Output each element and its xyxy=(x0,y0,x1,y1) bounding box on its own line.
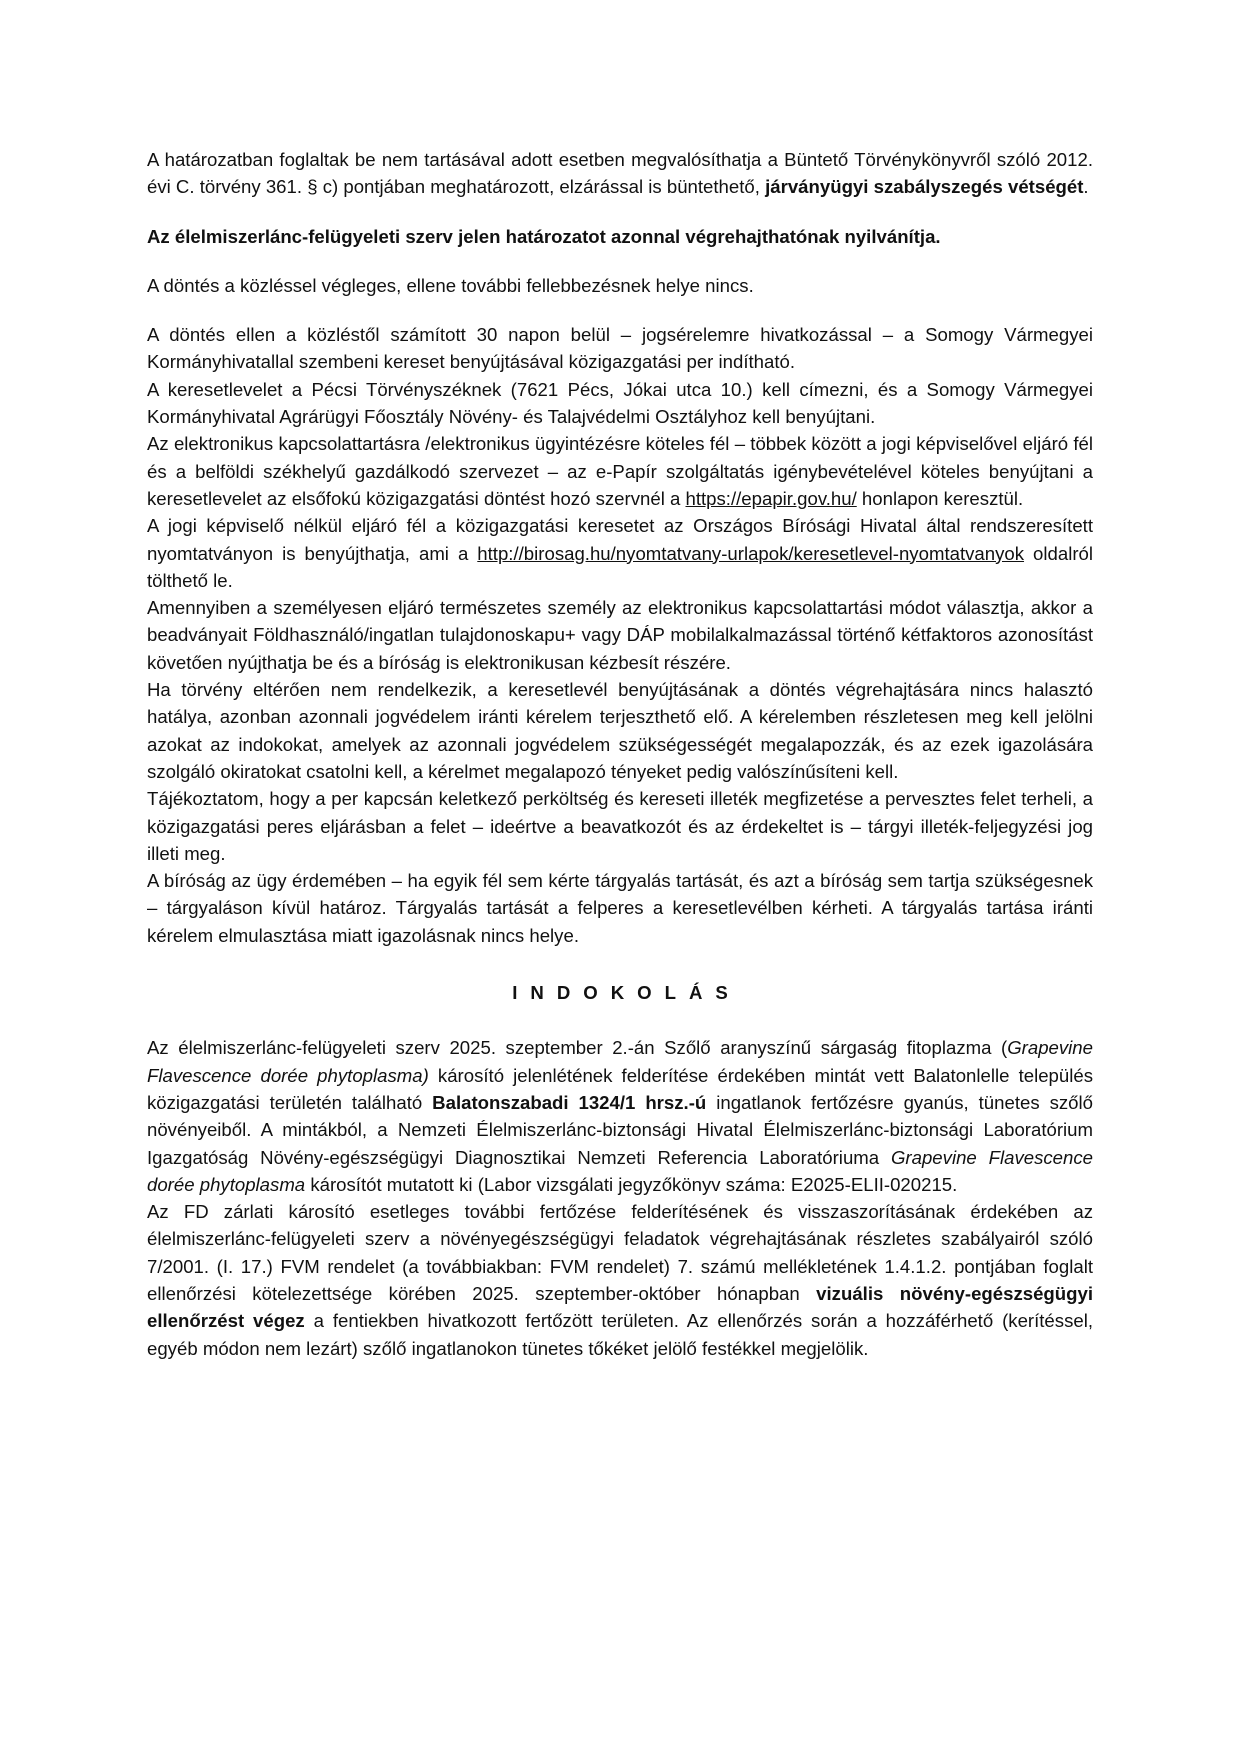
text-run: honlapon keresztül. xyxy=(856,487,1024,509)
bold-text: járványügyi szabályszegés vétségét xyxy=(765,176,1084,198)
text-run: A keresetlevelet a Pécsi Törvényszéknek (7621 Pécs, Jókai utca 10.) kell címezni, és a Somogy Vármegyei Kormányhivatal Agrárügyi Főosztály Növény- és Talajvédelmi Osztályhoz kell benyújtani. xyxy=(147,378,1093,428)
text-run: INDOKOLÁS xyxy=(512,982,741,1004)
paragraph xyxy=(147,321,1093,376)
hyperlink[interactable]: https://epapir.gov.hu/ xyxy=(685,487,857,509)
text-run: A határozatban foglaltak be nem tartásával adott esetben megvalósíthatja a Büntető Törvénykönyvről szóló 2012. évi C. törvény 361. § c) pontjában meghatározott, elzárással is büntethető, xyxy=(147,149,1093,198)
paragraph xyxy=(147,223,1093,250)
italic-text: Grapevine Flavescence dorée phytoplasma) xyxy=(147,1037,1093,1086)
text-run: A döntés ellen a közléstől számított 30 napon belül – jogsérelemre hivatkozással – a Somogy Vármegyei Kormányhivatallal szembeni kereset benyújtásával közigazgatási per indítható. xyxy=(147,324,1093,373)
text-run: A jogi képviselő nélkül eljáró fél a közigazgatási keresetet az Országos Bírósági Hivatal által rendszeresített nyomtatványon is benyújthatja, ami a xyxy=(147,515,1093,564)
paragraph xyxy=(147,594,1093,676)
hyperlink[interactable]: http://birosag.hu/nyomtatvany-urlapok/keresetlevel-nyomtatvanyok xyxy=(477,542,1025,564)
paragraph xyxy=(147,430,1093,512)
paragraph xyxy=(147,1198,1093,1362)
text-run: a fentiekben hivatkozott fertőzött területen. Az ellenőrzés során a hozzáférhető (kerítéssel, egyéb módon nem lezárt) szőlő ingatlanokon tünetes tőkéket jelölő festékkel megjelölik. xyxy=(147,1310,1094,1359)
paragraph xyxy=(147,376,1093,431)
text-run: . xyxy=(1083,176,1089,198)
text-run: Az élelmiszerlánc-felügyeleti szerv 2025. szeptember 2.-án Szőlő aranyszínű sárgaság fitoplazma ( xyxy=(147,1037,1008,1059)
text-run: ingatlanok fertőzésre gyanús, tünetes szőlő növényeiből. A mintákból, a Nemzeti Élelmiszerlánc-biztonsági Hivatal Élelmiszerlánc-biztonsági Laboratórium Igazgatóság Növény-egészségügyi Diagnosztikai Nemzeti Referencia Laboratóriuma xyxy=(147,1091,1093,1168)
italic-text: Grapevine Flavescence dorée phytoplasma xyxy=(147,1146,1093,1195)
document-body xyxy=(147,146,1093,1362)
document-page xyxy=(147,146,1093,1362)
paragraph xyxy=(147,272,1093,299)
text-run: Amennyiben a személyesen eljáró természetes személy az elektronikus kapcsolattartási módot választja, akkor a beadványait Földhasználó/ingatlan tulajdonoskapu+ vagy DÁP mobilalkalmazással történő kétfaktoros azonosítást követően nyújthatja be és a bíróság is elektronikusan kézbesít részére. xyxy=(147,597,1093,673)
bold-text: Az élelmiszerlánc-felügyeleti szerv jelen határozatot azonnal végrehajthatónak nyilvánítja. xyxy=(147,225,941,247)
text-run: károsítót mutatott ki (Labor vizsgálati jegyzőkönyv száma: E2025-ELII-020215. xyxy=(305,1173,958,1195)
text-run: A bíróság az ügy érdemében – ha egyik fél sem kérte tárgyalás tartását, és azt a bíróság sem tartja szükségesnek – tárgyaláson kívül határoz. Tárgyalás tartását a felperes a keresetlevélben kérheti. A tárgyalás tartása iránti kérelem elmulasztása miatt igazolásnak nincs helye. xyxy=(147,870,1093,946)
section-heading-indokolas xyxy=(147,979,1093,1006)
text-run: Az FD zárlati károsító esetleges további fertőzése felderítésének és visszaszorításának érdekében az élelmiszerlánc-felügyeleti szerv a növényegészségügyi feladatok végrehajtásának részletes szabályairól szóló 7/2001. (I. 17.) FVM rendelet (a továbbiakban: FVM rendelet) 7. számú mellékletének 1.4.1.2. pontjában foglalt ellenőrzési kötelezettsége körében 2025. szeptember-október hónapban xyxy=(147,1201,1093,1304)
paragraph xyxy=(147,676,1093,785)
paragraph xyxy=(147,785,1093,867)
text-run: A döntés a közléssel végleges, ellene további fellebbezésnek helye nincs. xyxy=(147,274,754,296)
paragraph xyxy=(147,512,1093,594)
paragraph xyxy=(147,146,1093,201)
paragraph xyxy=(147,867,1093,949)
bold-text: Balatonszabadi 1324/1 hrsz.-ú xyxy=(432,1091,707,1113)
text-run: Tájékoztatom, hogy a per kapcsán keletkező perköltség és kereseti illeték megfizetése a pervesztes felet terheli, a közigazgatási peres eljárásban a felet – ideértve a beavatkozót és az érdekeltet is – tárgyi illeték-feljegyzési jog illeti meg. xyxy=(147,788,1093,864)
text-run: Ha törvény eltérően nem rendelkezik, a keresetlevél benyújtásának a döntés végrehajtására nincs halasztó hatálya, azonban azonnali jogvédelem iránti kérelem terjeszthető elő. A kérelemben részletesen meg kell jelölni azokat az indokokat, amelyek az azonnali jogvédelem szükségességét megalapozzák, és az ezek igazolására szolgáló okiratokat csatolni kell, a kérelmet megalapozó tényeket pedig valószínűsíteni kell. xyxy=(147,679,1093,782)
text-run: károsító jelenlétének felderítése érdekében mintát vett Balatonlelle település közigazgatási területén található xyxy=(147,1064,1093,1113)
text-run: Az elektronikus kapcsolattartásra /elektronikus ügyintézésre köteles fél – többek között a jogi képviselővel eljáró fél és a belföldi székhelyű gazdálkodó szervezet – az e-Papír szolgáltatás igénybevételével köteles benyújtani a keresetlevelet az elsőfokú közigazgatási döntést hozó szervnél a xyxy=(147,433,1093,509)
text-run: oldalról tölthető le. xyxy=(147,542,1093,591)
paragraph xyxy=(147,1034,1093,1198)
bold-text: vizuális növény-egészségügyi ellenőrzést végez xyxy=(147,1282,1094,1332)
